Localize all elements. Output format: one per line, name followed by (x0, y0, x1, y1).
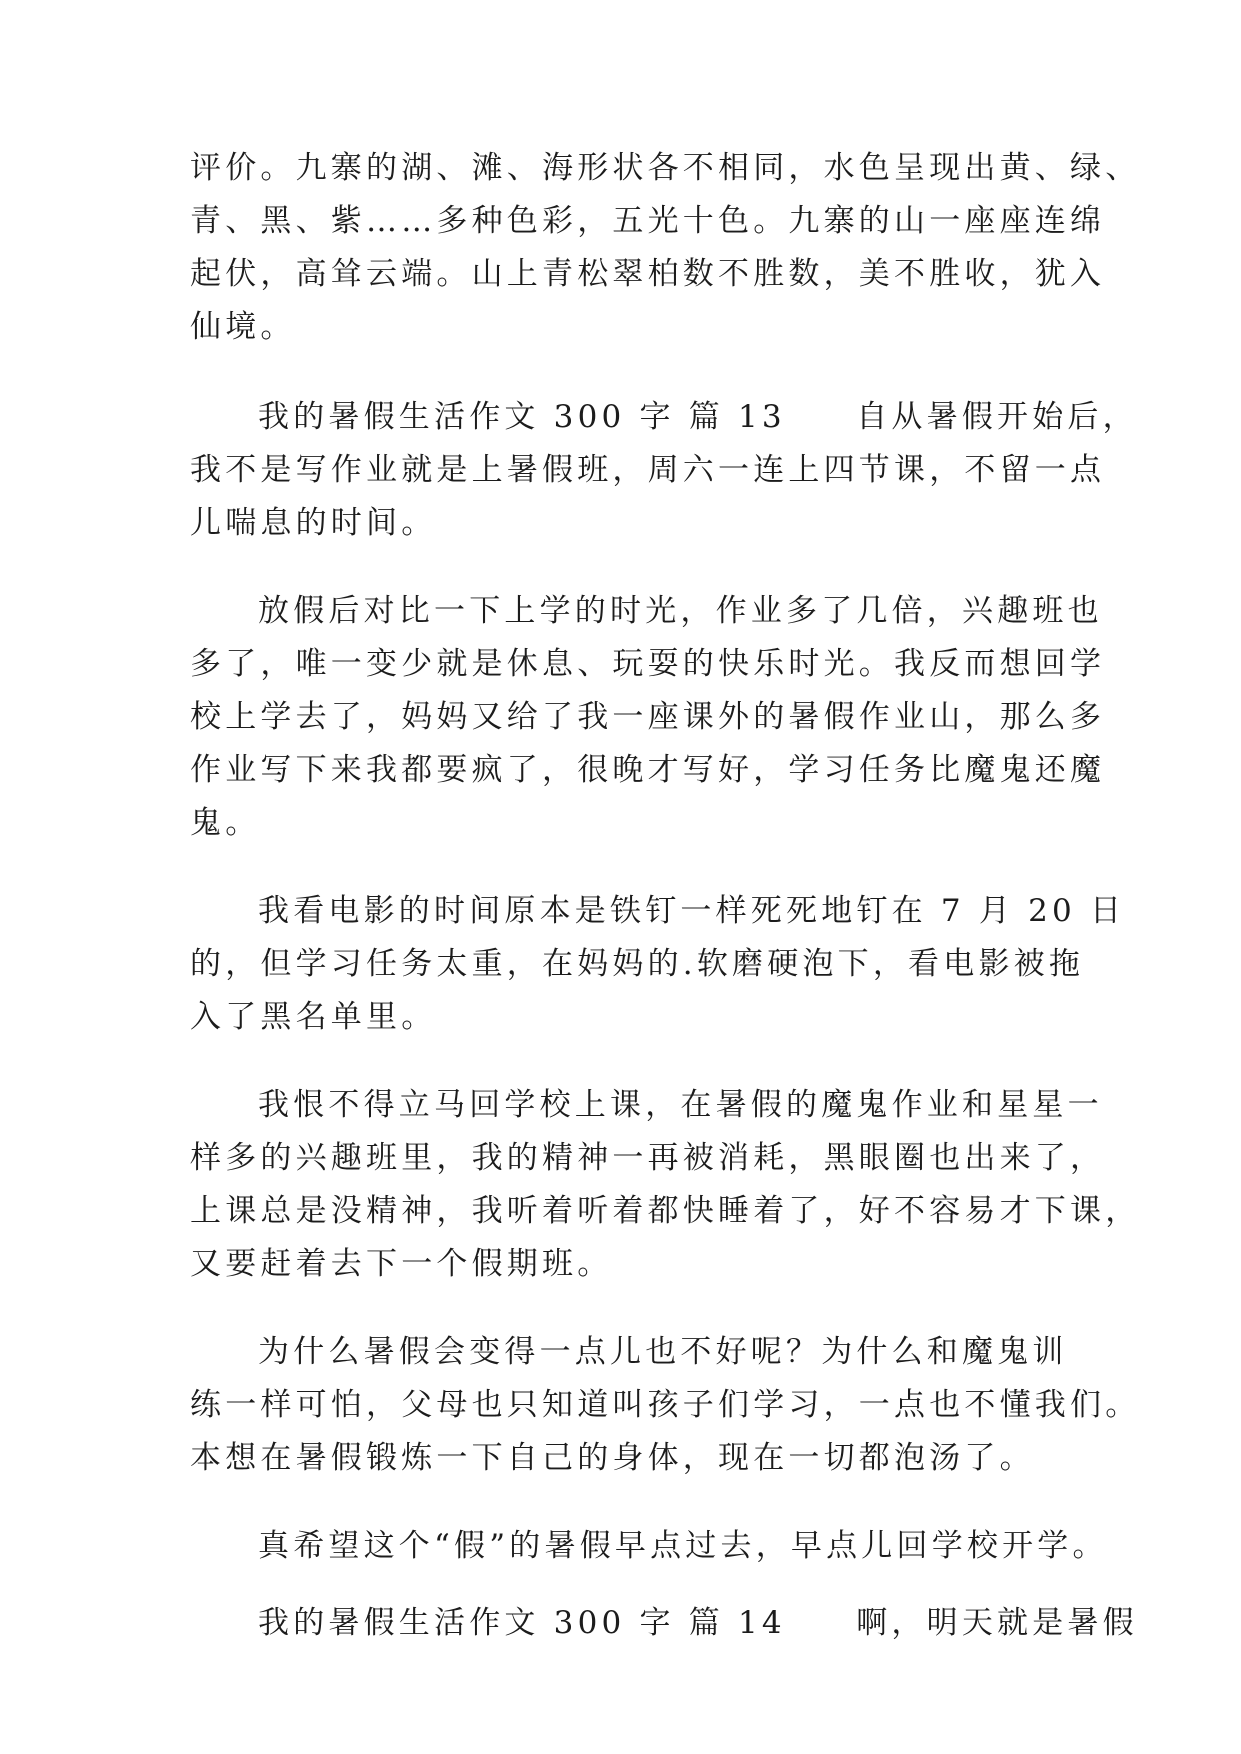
paragraph-start: 放假后对比一下上学的时光，作业多了几倍，兴趣班也 (258, 593, 1103, 629)
text-line: 样多的兴趣班里，我的精神一再被消耗，黑眼圈也出来了， (190, 1140, 1106, 1176)
text-line: 的，但学习任务太重，在妈妈的.软磨硬泡下，看电影被拖 (190, 946, 1085, 982)
text-line: 仙境。 (190, 309, 296, 345)
text-line: 作业写下来我都要疯了，很晚才写好，学习任务比魔鬼还魔 (190, 752, 1106, 788)
text-line: 上课总是没精神，我听着听着都快睡着了，好不容易才下课， (190, 1193, 1141, 1229)
text-line: 校上学去了，妈妈又给了我一座课外的暑假作业山，那么多 (190, 699, 1106, 735)
text-line: 我不是写作业就是上暑假班，周六一连上四节课，不留一点 (190, 452, 1106, 488)
text-line: 评价。九寨的湖、滩、海形状各不相同，水色呈现出黄、绿、 (190, 150, 1141, 186)
text-line: 练一样可怕，父母也只知道叫孩子们学习，一点也不懂我们。 (190, 1387, 1141, 1423)
text-line: 又要赶着去下一个假期班。 (190, 1246, 613, 1282)
section-heading: 我的暑假生活作文 300 字 篇 14 啊，明天就是暑假 (258, 1605, 1138, 1641)
text-line: 本想在暑假锻炼一下自己的身体，现在一切都泡汤了。 (190, 1440, 1035, 1476)
paragraph-start: 我恨不得立马回学校上课，在暑假的魔鬼作业和星星一 (258, 1087, 1103, 1123)
text-line: 儿喘息的时间。 (190, 505, 437, 541)
text-line: 起伏，高耸云端。山上青松翠柏数不胜数，美不胜收，犹入 (190, 256, 1106, 292)
text-line: 鬼。 (190, 805, 261, 841)
text-line: 多了，唯一变少就是休息、玩耍的快乐时光。我反而想回学 (190, 646, 1106, 682)
section-heading: 我的暑假生活作文 300 字 篇 13 自从暑假开始后， (258, 399, 1138, 435)
text-line: 青、黑、紫……多种色彩，五光十色。九寨的山一座座连绵 (190, 203, 1106, 239)
text-line: 入了黑名单里。 (190, 999, 437, 1035)
paragraph-start: 为什么暑假会变得一点儿也不好呢？为什么和魔鬼训 (258, 1334, 1068, 1370)
paragraph-start: 真希望这个“假”的暑假早点过去，早点儿回学校开学。 (258, 1528, 1108, 1564)
paragraph-start: 我看电影的时间原本是铁钉一样死死地钉在 7 月 20 日 (258, 893, 1126, 929)
